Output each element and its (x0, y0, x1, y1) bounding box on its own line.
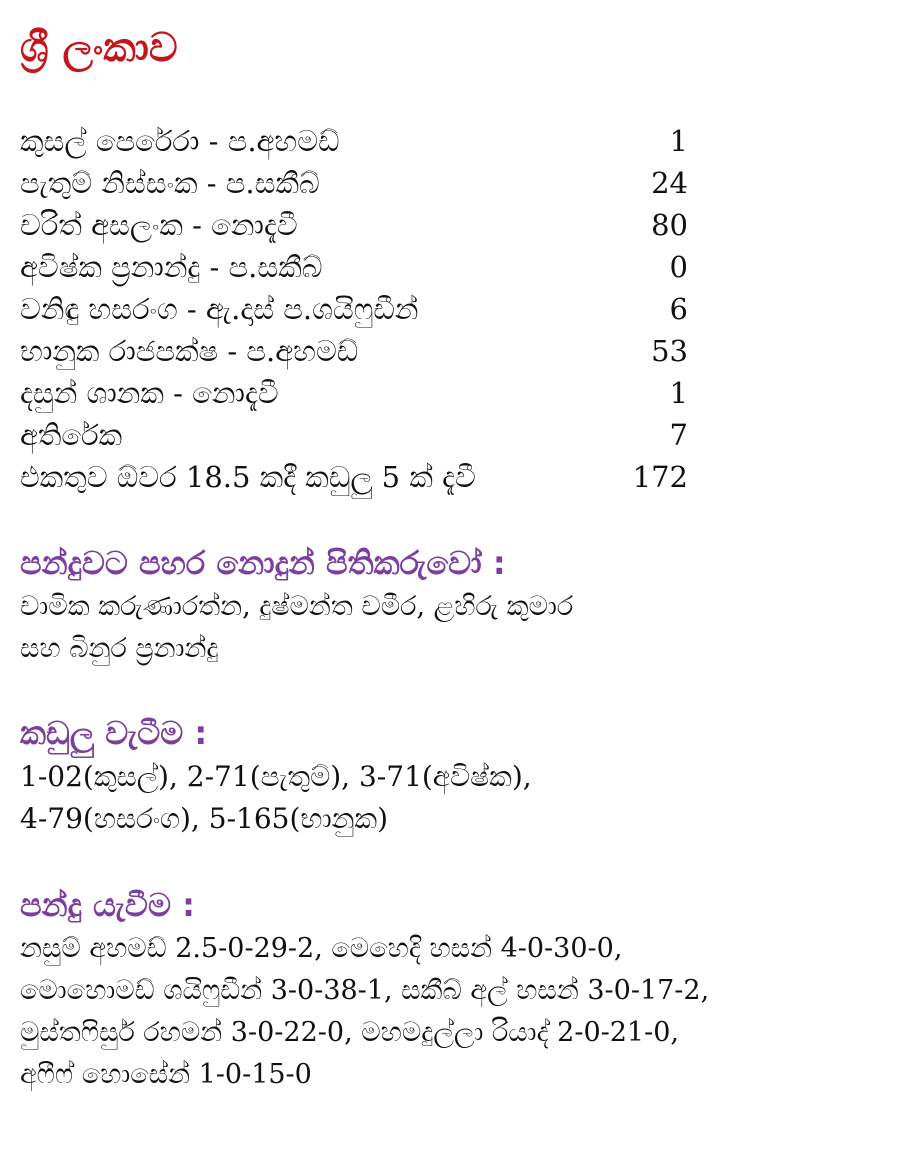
batting-row (20, 246, 880, 288)
batter-runs: 1 (669, 124, 688, 158)
batter-name: පැතුම් නිස්සංක - ප.සකීබ් (20, 166, 320, 200)
batter-runs: 6 (669, 292, 688, 326)
batter-runs: 24 (651, 166, 688, 200)
total-runs: 172 (632, 460, 688, 494)
total-row (20, 456, 880, 498)
batting-list (20, 120, 880, 498)
extras-label: අතිරේක (20, 418, 123, 452)
fall-of-wickets-line: 4-79(හසරංග), 5-165(භානුක) (20, 802, 389, 835)
bowling-section (20, 882, 880, 1096)
bowling-line: මොහොමඩ් ශයිෆුඩීන් 3-0-38-1, සකීබ් අල් හසන් 3-0-17-2, (20, 975, 710, 1006)
fall-of-wickets-line: 1-02(කුසල්), 2-71(පැතුම්), 3-71(අවිෂ්ක), (20, 760, 532, 793)
did-not-bat-section (20, 540, 880, 670)
batting-row (20, 204, 880, 246)
batting-row (20, 120, 880, 162)
batter-name: අවිෂ්ක ප්‍රනාන්දු - ප.සකීබ් (20, 250, 323, 284)
batter-runs: 53 (651, 334, 688, 368)
batting-row (20, 372, 880, 414)
did-not-bat-line: සහ බිනුර ප්‍රනාන්දු (20, 633, 219, 664)
batting-row (20, 330, 880, 372)
batter-runs: 80 (651, 208, 688, 242)
fall-of-wickets-section (20, 710, 880, 840)
batter-name: වනිඳු හසරංග - ඇ.දාස් ප.ශයිෆුඩීන් (20, 292, 419, 326)
batter-runs: 0 (669, 250, 688, 284)
did-not-bat-text (20, 586, 880, 670)
total-label: එකතුව ඕවර 18.5 කදී කඩුලු 5 ක් දැවී (20, 460, 476, 494)
bowling-line: නසුම් අහමඩ් 2.5-0-29-2, මෙහෙදි හසන් 4-0-30-0, (20, 933, 623, 964)
team-title: ශ්‍රී ලංකාව (20, 25, 178, 71)
bowling-line: මුස්තෆිසුර් රහමන් 3-0-22-0, මහමදුල්ලා රියාද් 2-0-21-0, (20, 1017, 679, 1048)
batter-name: දසුන් ශානක - නොදැවී (20, 376, 279, 410)
batter-name: චරිත් අසලංක - නොදැවී (20, 208, 298, 242)
fall-of-wickets-text (20, 756, 880, 840)
batter-name: කුසල් පෙරේරා - ප.අහමඩ් (20, 124, 340, 158)
extras-runs: 7 (669, 418, 688, 452)
extras-row (20, 414, 880, 456)
did-not-bat-heading: පන්දුවට පහර නොදුන් පිතිකරුවෝ : (20, 544, 506, 582)
batter-name: භානුක රාජපක්ෂ - ප.අහමඩ් (20, 334, 359, 368)
scorecard-page (20, 22, 880, 1096)
batter-runs: 1 (669, 376, 688, 410)
did-not-bat-line: චාමික කරුණාරත්න, දුෂ්මන්ත චමීර, ළහිරු කුමාර (20, 591, 574, 622)
batting-row (20, 162, 880, 204)
bowling-text (20, 928, 880, 1096)
bowling-line: අෆීෆ් හොසේන් 1-0-15-0 (20, 1059, 312, 1090)
batting-row (20, 288, 880, 330)
bowling-heading: පන්දු යැවීම : (20, 886, 195, 924)
fall-of-wickets-heading: කඩුලු වැටීම : (20, 714, 208, 752)
